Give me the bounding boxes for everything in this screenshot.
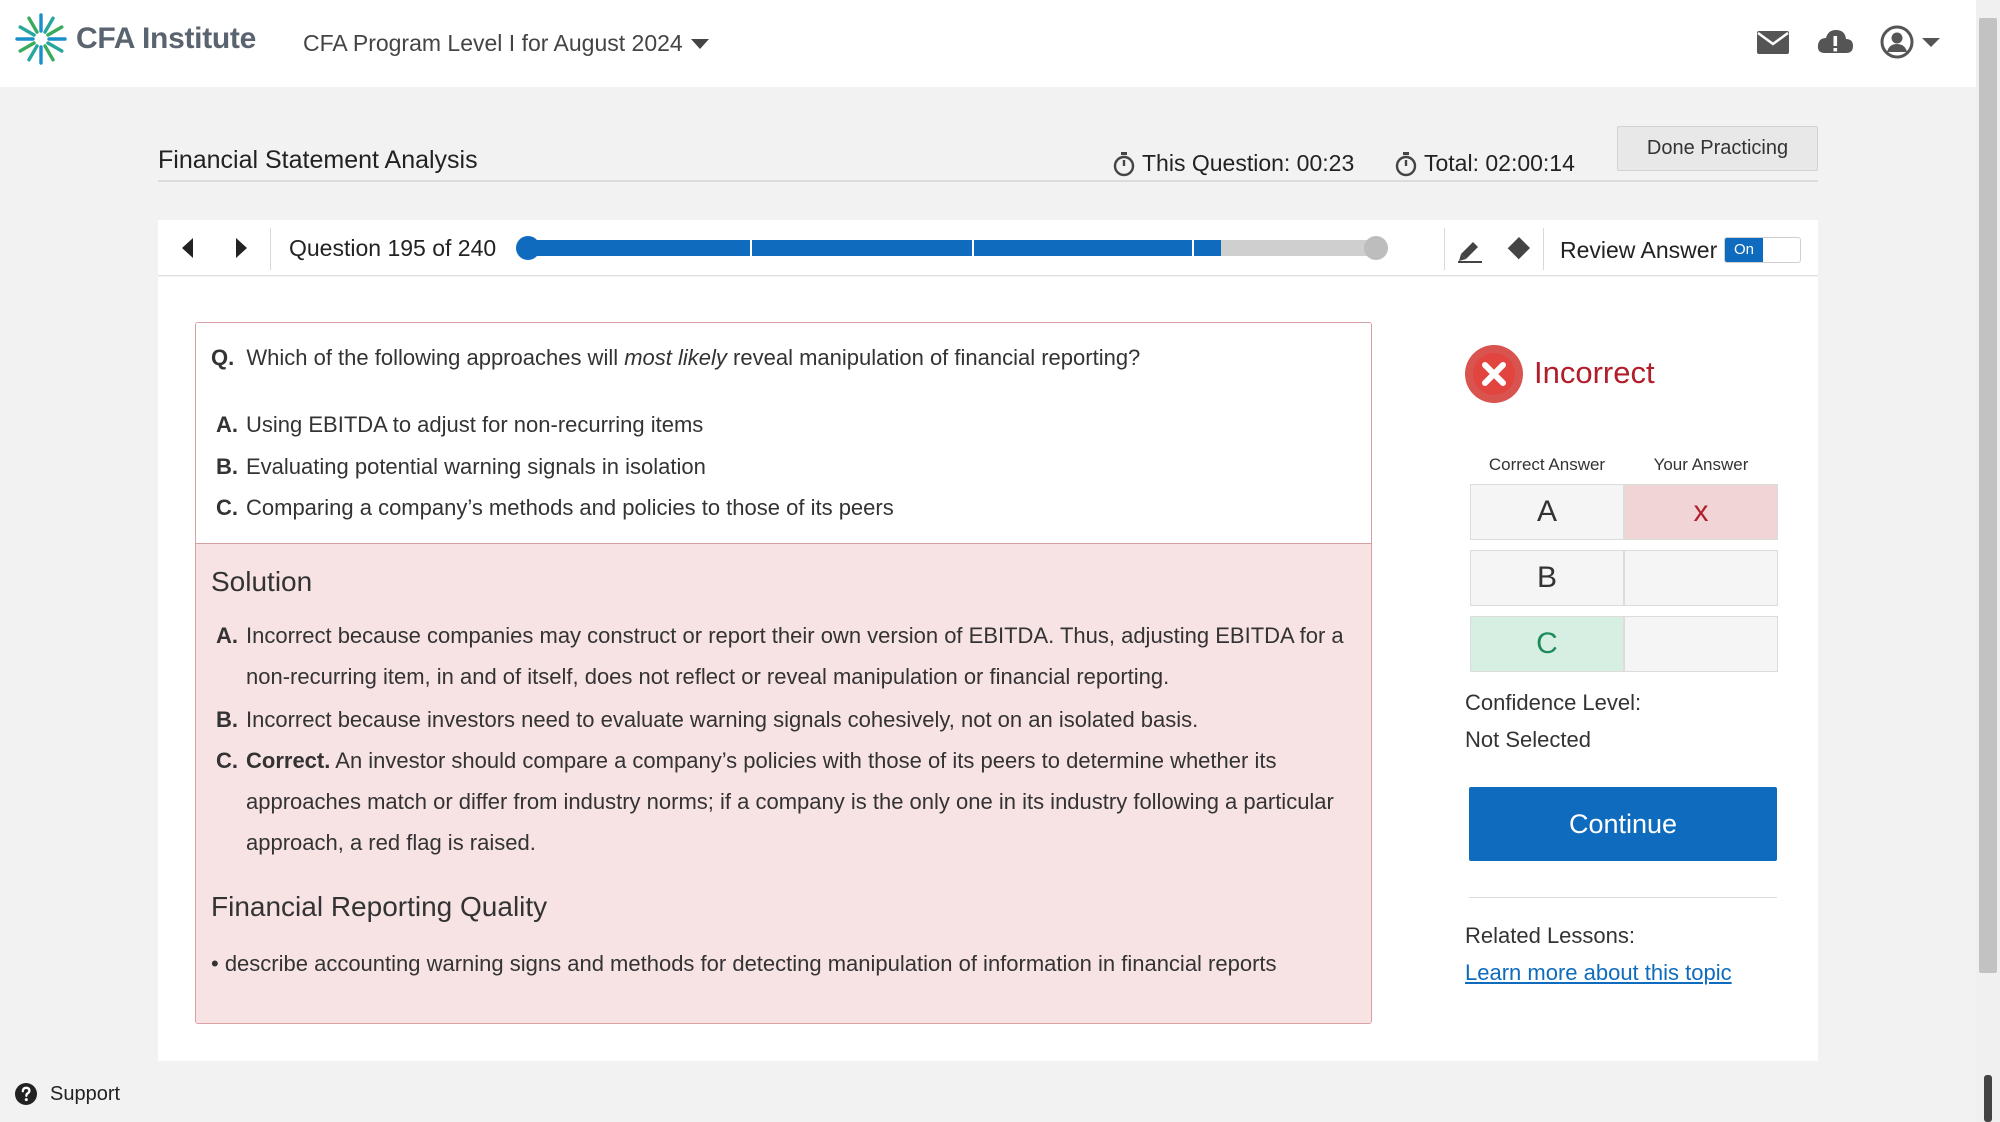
correct-answer-cell-b: B: [1470, 550, 1624, 606]
progress-tick: [750, 236, 752, 260]
title-row: [158, 120, 1818, 182]
solution-text: Incorrect because companies may construct or report their own version of EBITDA. Thus, adjusting EBITDA for a non-recurring item, in and of itself, does not reflect or reveal manipulation or financial reporting.: [246, 623, 1344, 689]
top-bar: [0, 0, 1976, 87]
topic-item: • describe accounting warning signs and methods for detecting manipulation of information in financial reports: [211, 951, 1277, 976]
divider: [270, 228, 271, 270]
divider: [1469, 897, 1777, 898]
help-icon: [14, 1082, 38, 1106]
solution-item-c: [216, 740, 1356, 863]
progress-end-knob: [1364, 236, 1388, 260]
solution-lead: Correct.: [246, 748, 331, 773]
logo-text: CFA Institute: [76, 22, 256, 55]
question-text: [211, 345, 1140, 371]
highlighter-icon[interactable]: [1455, 234, 1485, 264]
program-select-label: CFA Program Level I for August 2024: [303, 30, 683, 56]
solution-letter: A.: [216, 623, 238, 648]
eraser-icon[interactable]: [1503, 234, 1533, 264]
question-navigation-bar: [158, 220, 1818, 276]
your-answer-header: Your Answer: [1653, 455, 1749, 474]
option-text: Evaluating potential warning signals in isolation: [246, 454, 706, 479]
done-practicing-button[interactable]: Done Practicing: [1617, 126, 1818, 171]
option-text: Comparing a company’s methods and policies to those of its peers: [246, 495, 894, 520]
related-lessons-label: Related Lessons:: [1465, 923, 1635, 948]
review-answer-label: Review Answer: [1560, 237, 1718, 263]
your-answer-cell-b: [1624, 550, 1778, 606]
user-account-menu[interactable]: [1878, 22, 1944, 62]
answer-option-b[interactable]: [216, 454, 706, 480]
solution-item-b: [216, 699, 1356, 740]
scrollbar-handle[interactable]: [1984, 1075, 1992, 1122]
divider: [1543, 228, 1544, 270]
solution-title: Solution: [211, 566, 313, 597]
solution-text: Incorrect because investors need to evaluate warning signals cohesively, not on an isolated basis.: [246, 707, 1199, 732]
correct-answer-cell-a: A: [1470, 484, 1624, 540]
support-label: Support: [50, 1082, 121, 1105]
your-answer-cell-a: x: [1624, 484, 1778, 540]
correct-answer-cell-c: C: [1470, 616, 1624, 672]
option-letter: A.: [216, 412, 238, 437]
cfa-logo[interactable]: [14, 12, 256, 66]
question-timer-text: This Question: 00:23: [1142, 150, 1355, 176]
cfa-logo-icon: [14, 12, 68, 66]
solution-text: An investor should compare a company’s policies with those of its peers to determine whether its approaches match or differ from industry norms; if a company is the only one in its industry following a particular approach, a red flag is raised.: [246, 748, 1334, 855]
question-text-start: Which of the following approaches will: [246, 345, 619, 370]
divider: [1444, 228, 1445, 270]
progress-tick: [1192, 236, 1194, 260]
confidence-value: Not Selected: [1465, 727, 1591, 752]
caret-down-icon: [691, 39, 709, 49]
solution-letter: B.: [216, 707, 238, 732]
stopwatch-icon: [1394, 151, 1418, 177]
support-button[interactable]: [14, 1082, 120, 1106]
question-section: [196, 323, 1371, 543]
incorrect-icon: [1464, 344, 1524, 404]
option-letter: C.: [216, 495, 238, 520]
total-timer: [1394, 150, 1575, 177]
question-timer: [1112, 150, 1354, 177]
review-answer-toggle[interactable]: [1724, 237, 1801, 263]
question-text-end: reveal manipulation of financial reporting?: [733, 345, 1141, 370]
continue-button[interactable]: Continue: [1469, 787, 1777, 861]
option-letter: B.: [216, 454, 238, 479]
solution-letter: C.: [216, 748, 238, 773]
learn-more-link[interactable]: Learn more about this topic: [1465, 960, 1732, 985]
next-question-icon[interactable]: [236, 238, 247, 258]
toggle-on-label: On: [1725, 238, 1763, 262]
question-box: [195, 322, 1372, 1024]
page-scrollbar[interactable]: [1976, 0, 2000, 1122]
progress-tick: [972, 236, 974, 260]
section-title: Financial Statement Analysis: [158, 146, 478, 174]
progress-fill: [522, 240, 1221, 256]
previous-question-icon[interactable]: [182, 238, 193, 258]
correct-answer-header: Correct Answer: [1488, 455, 1606, 474]
mail-icon[interactable]: [1753, 22, 1793, 62]
stopwatch-icon: [1112, 151, 1136, 177]
cloud-alert-icon[interactable]: [1815, 22, 1855, 62]
question-counter: Question 195 of 240: [289, 235, 497, 261]
total-timer-text: Total: 02:00:14: [1424, 150, 1575, 176]
topic-title: Financial Reporting Quality: [211, 891, 548, 922]
confidence-label: Confidence Level:: [1465, 690, 1642, 715]
program-select-dropdown[interactable]: [303, 30, 709, 57]
question-prefix: Q.: [211, 345, 235, 370]
result-status: Incorrect: [1534, 355, 1655, 390]
question-progress-bar[interactable]: [522, 240, 1382, 256]
option-text: Using EBITDA to adjust for non-recurring items: [246, 412, 704, 437]
question-text-emphasis: most likely: [624, 345, 727, 370]
solution-item-a: [216, 615, 1356, 697]
scrollbar-thumb[interactable]: [1979, 18, 1997, 973]
question-card: [158, 277, 1818, 1061]
your-answer-cell-c: [1624, 616, 1778, 672]
answer-option-c[interactable]: [216, 495, 894, 521]
progress-start-knob: [516, 236, 540, 260]
answer-option-a[interactable]: [216, 412, 703, 438]
solution-section: [196, 543, 1371, 1024]
